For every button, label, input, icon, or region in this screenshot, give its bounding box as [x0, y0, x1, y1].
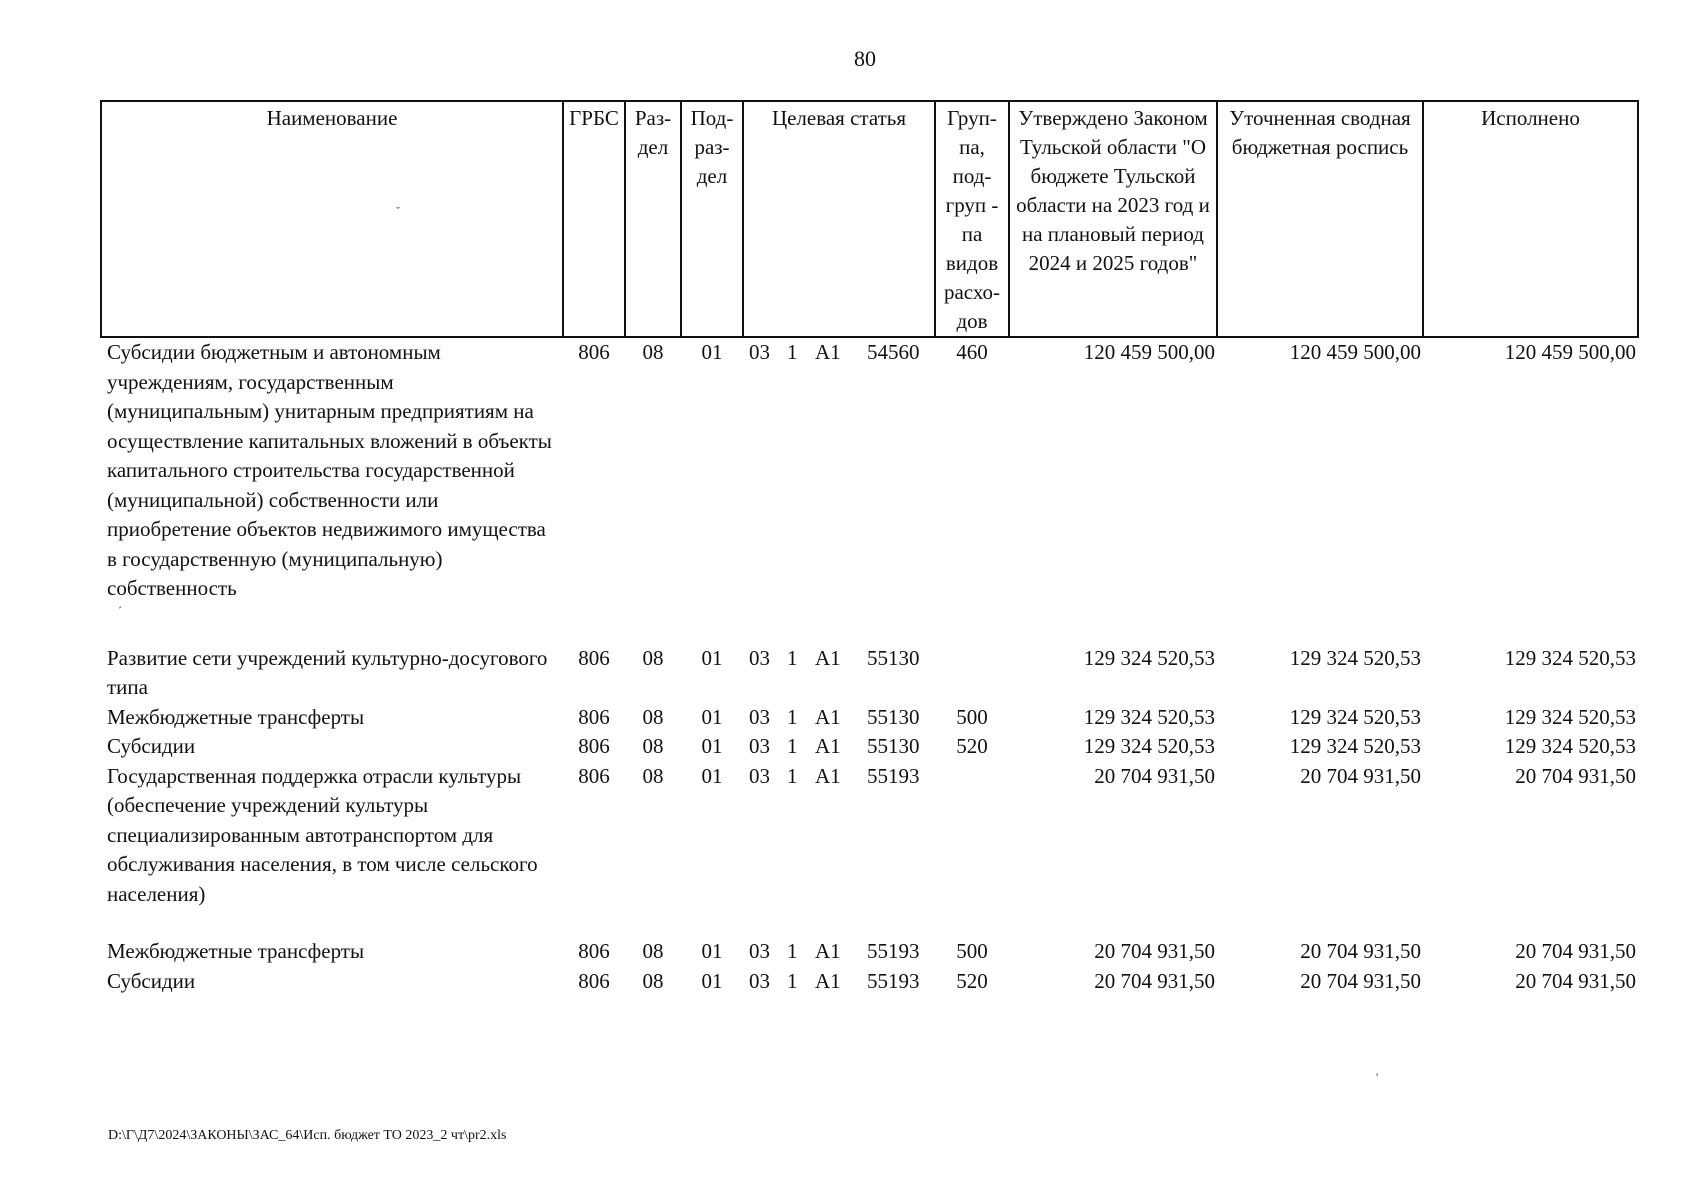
- page-number: 80: [854, 46, 876, 71]
- row-grbs: 806: [578, 968, 610, 993]
- target-subprogram: 1: [787, 939, 798, 963]
- header-target-article: Целевая статья: [743, 101, 935, 337]
- row-name: Развитие сети учреждений культурно-досугового типа: [107, 645, 548, 699]
- row-executed: 129 324 520,53: [1504, 645, 1636, 670]
- target-direction: 55130: [867, 734, 920, 758]
- table-row: [101, 337, 1638, 604]
- row-refined: 120 459 500,00: [1289, 340, 1421, 364]
- target-subprogram: 1: [787, 734, 798, 758]
- row-expense-group: 520: [956, 968, 988, 993]
- row-name: Государственная поддержка отрасли культуры (обеспечение учреждений культуры специализированным автотранспортом для обслуживания населения, в том числе сельского населения): [107, 763, 538, 906]
- row-target-article: [743, 732, 935, 762]
- table-row: [101, 762, 1638, 910]
- row-refined: 20 704 931,50: [1300, 968, 1421, 993]
- row-approved: 129 324 520,53: [1083, 734, 1215, 758]
- row-podrazdel: 01: [701, 968, 723, 993]
- row-podrazdel: 01: [701, 340, 723, 364]
- row-grbs: 806: [578, 763, 610, 788]
- row-name: Субсидии: [107, 968, 196, 993]
- row-razdel: 08: [642, 763, 664, 788]
- target-direction: 55193: [867, 763, 920, 788]
- target-direction: 55130: [867, 704, 920, 729]
- header-executed: Исполнено: [1423, 101, 1638, 337]
- target-subprogram: 1: [787, 340, 798, 364]
- row-refined: 20 704 931,50: [1300, 939, 1421, 963]
- row-target-article: [743, 337, 935, 604]
- row-razdel: 08: [642, 734, 664, 758]
- row-name: Межбюджетные трансферты: [107, 704, 365, 729]
- row-expense-group: 460: [956, 340, 988, 364]
- row-expense-group: [935, 762, 1009, 910]
- row-name: Субсидии бюджетным и автономным учреждениям, государственным (муниципальным) унитарным предприятиям на осуществление капитальных вложений в объекты капитального строительства государственной (муниципальной) собственности или приобретение объектов недвижимого имущества в государственную (муниципальную) собственность: [107, 340, 552, 600]
- header-razdel: Раз- дел: [625, 101, 681, 337]
- row-razdel: 08: [642, 939, 664, 963]
- row-razdel: 08: [642, 968, 664, 993]
- header-approved: Утверждено Законом Тульской области "О бюджете Тульской области на 2023 год и на плановый период 2024 и 2025 годов": [1009, 101, 1217, 337]
- target-direction: 55130: [867, 645, 920, 670]
- row-grbs: 806: [578, 340, 610, 364]
- row-approved: 20 704 931,50: [1094, 939, 1215, 963]
- row-podrazdel: 01: [701, 763, 723, 788]
- target-project: А1: [815, 340, 841, 364]
- row-expense-group: 520: [956, 734, 988, 758]
- row-grbs: 806: [578, 704, 610, 729]
- target-subprogram: 1: [787, 645, 798, 670]
- header-podrazdel: Под- раз- дел: [681, 101, 743, 337]
- row-refined: 20 704 931,50: [1300, 763, 1421, 788]
- target-project: А1: [815, 763, 841, 788]
- row-razdel: 08: [642, 645, 664, 670]
- row-approved: 120 459 500,00: [1083, 340, 1215, 364]
- row-grbs: 806: [578, 939, 610, 963]
- row-name: Межбюджетные трансферты: [107, 939, 365, 963]
- row-target-article: [743, 762, 935, 910]
- target-program: 03: [749, 704, 770, 729]
- target-project: А1: [815, 704, 841, 729]
- target-program: 03: [749, 645, 770, 670]
- row-executed: 120 459 500,00: [1504, 340, 1636, 364]
- table-row: [101, 967, 1638, 997]
- table-row: [101, 703, 1638, 733]
- row-approved: 129 324 520,53: [1083, 704, 1215, 729]
- row-executed: 20 704 931,50: [1515, 968, 1636, 993]
- row-target-article: [743, 967, 935, 997]
- row-executed: 20 704 931,50: [1515, 939, 1636, 963]
- table-row: [101, 732, 1638, 762]
- header-name: Наименование: [101, 101, 563, 337]
- row-name: Субсидии: [107, 734, 196, 758]
- header-grbs: ГРБС: [563, 101, 625, 337]
- row-target-article: [743, 703, 935, 733]
- scan-speck: ': [1376, 1070, 1379, 1084]
- target-program: 03: [749, 968, 770, 993]
- row-podrazdel: 01: [701, 704, 723, 729]
- header-expense-group: Груп- па, под- груп - па видов расхо- дов: [935, 101, 1009, 337]
- target-subprogram: 1: [787, 968, 798, 993]
- row-podrazdel: 01: [701, 939, 723, 963]
- budget-execution-table: [100, 100, 1639, 996]
- table-row: [101, 644, 1638, 703]
- scan-speck: ´: [118, 604, 122, 618]
- table-row: [101, 937, 1638, 967]
- row-refined: 129 324 520,53: [1289, 734, 1421, 758]
- row-expense-group: [935, 644, 1009, 703]
- row-refined: 129 324 520,53: [1289, 704, 1421, 729]
- target-program: 03: [749, 340, 770, 364]
- target-direction: 55193: [867, 939, 920, 963]
- row-target-article: [743, 937, 935, 967]
- row-razdel: 08: [642, 704, 664, 729]
- scan-speck: ˘: [396, 204, 400, 218]
- target-project: А1: [815, 734, 841, 758]
- target-program: 03: [749, 734, 770, 758]
- row-approved: 20 704 931,50: [1094, 763, 1215, 788]
- target-subprogram: 1: [787, 704, 798, 729]
- row-approved: 20 704 931,50: [1094, 968, 1215, 993]
- row-executed: 129 324 520,53: [1504, 734, 1636, 758]
- row-target-article: [743, 644, 935, 703]
- row-grbs: 806: [578, 734, 610, 758]
- target-project: А1: [815, 939, 841, 963]
- target-direction: 54560: [867, 340, 920, 364]
- row-executed: 129 324 520,53: [1504, 704, 1636, 729]
- row-refined: 129 324 520,53: [1289, 645, 1421, 670]
- row-expense-group: 500: [956, 704, 988, 729]
- row-expense-group: 500: [956, 939, 988, 963]
- target-direction: 55193: [867, 968, 920, 993]
- header-refined: Уточненная сводная бюджетная роспись: [1217, 101, 1423, 337]
- table-header-row: [101, 101, 1638, 337]
- row-approved: 129 324 520,53: [1083, 645, 1215, 670]
- row-executed: 20 704 931,50: [1515, 763, 1636, 788]
- target-program: 03: [749, 763, 770, 788]
- row-podrazdel: 01: [701, 734, 723, 758]
- target-project: А1: [815, 968, 841, 993]
- target-subprogram: 1: [787, 763, 798, 788]
- target-program: 03: [749, 939, 770, 963]
- row-podrazdel: 01: [701, 645, 723, 670]
- target-project: А1: [815, 645, 841, 670]
- file-path-footer: D:\Г\Д7\2024\ЗАКОНЫ\ЗАС_64\Исп. бюджет ТО 2023_2 чт\pr2.xls: [108, 1128, 507, 1143]
- row-grbs: 806: [578, 645, 610, 670]
- row-razdel: 08: [642, 340, 664, 364]
